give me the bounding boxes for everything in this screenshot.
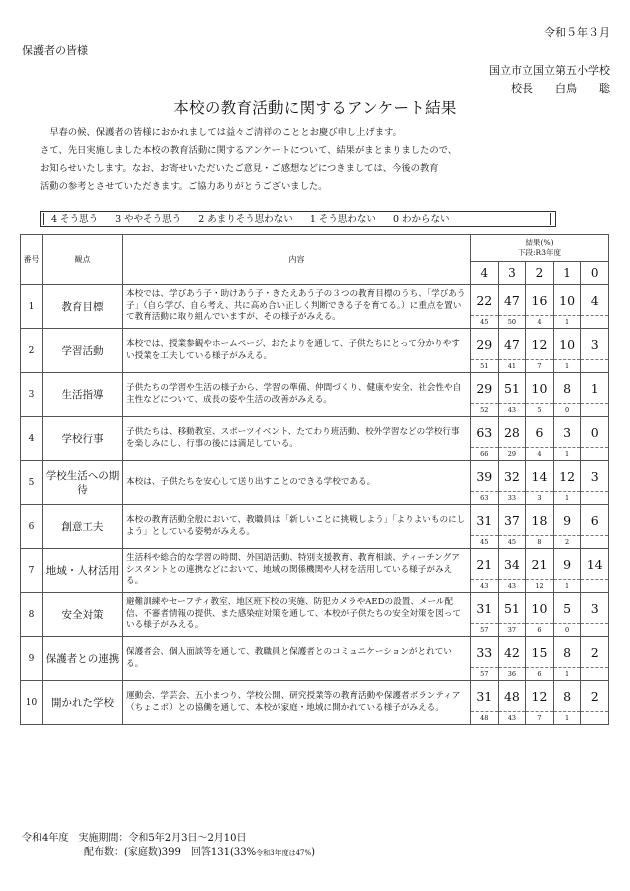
previous-percent: 45 bbox=[471, 536, 499, 549]
current-percent: 15 bbox=[526, 637, 554, 668]
current-percent: 22 bbox=[471, 285, 499, 316]
current-percent: 1 bbox=[581, 373, 609, 404]
current-percent: 31 bbox=[471, 681, 499, 712]
previous-percent: 36 bbox=[498, 668, 526, 681]
current-percent: 3 bbox=[581, 461, 609, 492]
header-content: 内容 bbox=[123, 235, 471, 285]
table-row bbox=[21, 593, 609, 624]
current-percent: 10 bbox=[526, 373, 554, 404]
row-content: 子供たちの学習や生活の様子から、学習の準備、仲間づくり、健康や安全、社会性や自主性などについて、成長の姿や生活の改善がみえる。 bbox=[123, 373, 471, 417]
previous-percent: 43 bbox=[498, 580, 526, 593]
current-percent: 12 bbox=[526, 329, 554, 360]
legend-item: 3 ややそう思う bbox=[115, 214, 182, 225]
current-percent: 10 bbox=[526, 593, 554, 624]
legend-item: 1 そう思わない bbox=[309, 214, 376, 225]
current-percent: 9 bbox=[553, 549, 581, 580]
row-viewpoint: 創意工夫 bbox=[43, 505, 123, 549]
current-percent: 16 bbox=[526, 285, 554, 316]
row-content: 避難訓練やセーフティ教室、地区班下校の実施、防犯カメラやAEDの設置、メール配信、不審者情報の提供、また感染症対策を通して、本校が子供たちの安全対策を図っている様子がみえる。 bbox=[123, 593, 471, 637]
previous-percent bbox=[581, 316, 609, 329]
survey-period: 令和4年度 実施期間：令和5年2月3日～2月10日 bbox=[22, 833, 247, 844]
previous-percent bbox=[581, 404, 609, 417]
previous-percent: 57 bbox=[471, 624, 499, 637]
previous-percent: 43 bbox=[498, 712, 526, 725]
current-percent: 32 bbox=[498, 461, 526, 492]
row-number: 6 bbox=[21, 505, 43, 549]
previous-percent: 1 bbox=[553, 316, 581, 329]
row-content: 生活科や総合的な学習の時間、外国語活動、特別支援教育、教育相談、ティーチングアシスタントとの連携などにおいて、地域の関係機関や人材を活用している様子がみえる。 bbox=[123, 549, 471, 593]
survey-rows bbox=[21, 285, 609, 725]
header-viewpoint: 観点 bbox=[43, 235, 123, 285]
current-percent: 10 bbox=[553, 285, 581, 316]
previous-percent: 45 bbox=[498, 536, 526, 549]
row-number: 1 bbox=[21, 285, 43, 329]
intro-line: 活動の参考とさせていただきます。ご協力ありがとうございました。 bbox=[40, 181, 328, 192]
current-percent: 51 bbox=[498, 593, 526, 624]
previous-percent: 8 bbox=[526, 536, 554, 549]
row-number: 9 bbox=[21, 637, 43, 681]
intro-line: お知らせいたします。なお、お寄せいただいたご意見・ご感想などにつきましては、今後の教育 bbox=[40, 163, 439, 174]
current-percent: 18 bbox=[526, 505, 554, 536]
previous-year-rate: 令和3年度は47% bbox=[256, 849, 312, 857]
current-percent: 37 bbox=[498, 505, 526, 536]
previous-percent bbox=[581, 492, 609, 505]
current-percent: 3 bbox=[581, 593, 609, 624]
grade-4-header: 4 bbox=[471, 262, 499, 285]
previous-percent bbox=[581, 580, 609, 593]
previous-percent bbox=[581, 536, 609, 549]
grade-1-header: 1 bbox=[553, 262, 581, 285]
previous-percent: 1 bbox=[553, 360, 581, 373]
previous-percent: 57 bbox=[471, 668, 499, 681]
row-viewpoint: 地域・人材活用 bbox=[43, 549, 123, 593]
table-row bbox=[21, 417, 609, 448]
current-percent: 21 bbox=[471, 549, 499, 580]
row-content: 本校は、子供たちを安心して送り出すことのできる学校である。 bbox=[123, 461, 471, 505]
header-number: 番号 bbox=[21, 235, 43, 285]
grade-2-header: 2 bbox=[526, 262, 554, 285]
current-percent: 6 bbox=[581, 505, 609, 536]
previous-percent: 4 bbox=[526, 316, 554, 329]
table-row bbox=[21, 681, 609, 712]
legend-item: 4 そう思う bbox=[51, 214, 99, 225]
previous-percent: 7 bbox=[526, 712, 554, 725]
row-number: 10 bbox=[21, 681, 43, 725]
previous-percent: 1 bbox=[553, 580, 581, 593]
row-viewpoint: 生活指導 bbox=[43, 373, 123, 417]
previous-percent: 1 bbox=[553, 712, 581, 725]
previous-percent: 4 bbox=[526, 448, 554, 461]
row-viewpoint: 学習活動 bbox=[43, 329, 123, 373]
previous-percent: 51 bbox=[471, 360, 499, 373]
principal-name: 校長 白鳥 聡 bbox=[511, 82, 610, 95]
row-number: 8 bbox=[21, 593, 43, 637]
previous-percent: 0 bbox=[553, 404, 581, 417]
current-percent: 63 bbox=[471, 417, 499, 448]
table-row bbox=[21, 505, 609, 536]
row-viewpoint: 学校行事 bbox=[43, 417, 123, 461]
previous-percent: 2 bbox=[553, 536, 581, 549]
previous-percent: 1 bbox=[553, 492, 581, 505]
current-percent: 8 bbox=[553, 681, 581, 712]
current-percent: 2 bbox=[581, 637, 609, 668]
previous-percent: 43 bbox=[471, 580, 499, 593]
previous-percent: 3 bbox=[526, 492, 554, 505]
previous-percent: 43 bbox=[498, 404, 526, 417]
previous-percent: 48 bbox=[471, 712, 499, 725]
previous-percent: 6 bbox=[526, 668, 554, 681]
current-percent: 39 bbox=[471, 461, 499, 492]
row-content: 本校の教育活動全般において、教職員は「新しいことに挑戦しよう」「よりよいものにしよう」としている姿勢がみえる。 bbox=[123, 505, 471, 549]
current-percent: 6 bbox=[526, 417, 554, 448]
current-percent: 47 bbox=[498, 329, 526, 360]
survey-footer bbox=[22, 832, 315, 860]
row-content: 保護者会、個人面談等を通して、教職員と保護者とのコミュニケーションがとれている。 bbox=[123, 637, 471, 681]
previous-percent: 7 bbox=[526, 360, 554, 373]
distribution-count: 配布数：(家庭数)399 回答131(33% bbox=[84, 847, 257, 858]
legend-item: 2 あまりそう思わない bbox=[198, 214, 293, 225]
table-row bbox=[21, 373, 609, 404]
current-percent: 12 bbox=[526, 681, 554, 712]
grade-3-header: 3 bbox=[498, 262, 526, 285]
table-row bbox=[21, 549, 609, 580]
previous-percent bbox=[581, 712, 609, 725]
row-viewpoint: 学校生活への期待 bbox=[43, 461, 123, 505]
previous-percent: 41 bbox=[498, 360, 526, 373]
current-percent: 28 bbox=[498, 417, 526, 448]
document-date: 令和５年３月 bbox=[544, 26, 610, 39]
current-percent: 14 bbox=[581, 549, 609, 580]
current-percent: 4 bbox=[581, 285, 609, 316]
grade-0-header: 0 bbox=[581, 262, 609, 285]
current-percent: 3 bbox=[581, 329, 609, 360]
previous-percent: 37 bbox=[498, 624, 526, 637]
current-percent: 14 bbox=[526, 461, 554, 492]
previous-percent: 52 bbox=[471, 404, 499, 417]
current-percent: 21 bbox=[526, 549, 554, 580]
previous-percent bbox=[581, 668, 609, 681]
distribution-info bbox=[22, 846, 315, 860]
current-percent: 31 bbox=[471, 593, 499, 624]
current-percent: 8 bbox=[553, 637, 581, 668]
previous-percent: 6 bbox=[526, 624, 554, 637]
current-percent: 31 bbox=[471, 505, 499, 536]
current-percent: 5 bbox=[553, 593, 581, 624]
current-percent: 47 bbox=[498, 285, 526, 316]
row-content: 本校では、授業参観やホームページ、おたよりを通して、子供たちにとって分かりやすい授業を工夫している様子がみえる。 bbox=[123, 329, 471, 373]
row-number: 2 bbox=[21, 329, 43, 373]
current-percent: 51 bbox=[498, 373, 526, 404]
intro-line: 早春の候、保護者の皆様におかれましては益々ご清祥のこととお慶び申し上げます。 bbox=[40, 127, 402, 138]
current-percent: 9 bbox=[553, 505, 581, 536]
table-row bbox=[21, 637, 609, 668]
previous-percent: 66 bbox=[471, 448, 499, 461]
row-number: 3 bbox=[21, 373, 43, 417]
results-title: 結果(%) bbox=[525, 238, 554, 247]
row-viewpoint: 安全対策 bbox=[43, 593, 123, 637]
document-title: 本校の教育活動に関するアンケート結果 bbox=[173, 99, 457, 117]
current-percent: 2 bbox=[581, 681, 609, 712]
survey-results-table bbox=[20, 234, 609, 725]
current-percent: 29 bbox=[471, 373, 499, 404]
previous-percent: 45 bbox=[471, 316, 499, 329]
previous-percent: 33 bbox=[498, 492, 526, 505]
previous-percent bbox=[581, 624, 609, 637]
row-viewpoint: 保護者との連携 bbox=[43, 637, 123, 681]
previous-percent: 1 bbox=[553, 668, 581, 681]
header-results bbox=[471, 235, 609, 262]
current-percent: 0 bbox=[581, 417, 609, 448]
previous-percent: 29 bbox=[498, 448, 526, 461]
row-content: 本校では、学びあう子・助けあう子・きたえあう子の３つの教育目標のうち、「学びあう子」（自ら学び、自ら考え、共に高め合い正しく判断できる子を育てる。）に重点を置いて教育活動に取り組んでいますが、その様子がみえる。 bbox=[123, 285, 471, 329]
row-number: 4 bbox=[21, 417, 43, 461]
row-viewpoint: 開かれた学校 bbox=[43, 681, 123, 725]
row-content: 運動会、学芸会、五小まつり、学校公開、研究授業等の教育活動や保護者ボランティア（ちょこボ）との協働を通して、本校が家庭・地域に開かれている様子がみえる。 bbox=[123, 681, 471, 725]
current-percent: 8 bbox=[553, 373, 581, 404]
table-row bbox=[21, 461, 609, 492]
row-viewpoint: 教育目標 bbox=[43, 285, 123, 329]
previous-percent: 12 bbox=[526, 580, 554, 593]
row-number: 7 bbox=[21, 549, 43, 593]
previous-percent: 50 bbox=[498, 316, 526, 329]
previous-percent: 1 bbox=[553, 448, 581, 461]
row-content: 子供たちは、移動教室、スポーツイベント、たてわり班活動、校外学習などの学校行事を楽しみにし、行事の後には満足している。 bbox=[123, 417, 471, 461]
intro-line: さて、先日実施しました本校の教育活動に関するアンケートについて、結果がまとまりましたので、 bbox=[40, 145, 458, 156]
current-percent: 42 bbox=[498, 637, 526, 668]
current-percent: 29 bbox=[471, 329, 499, 360]
recipient: 保護者の皆様 bbox=[22, 44, 88, 57]
current-percent: 48 bbox=[498, 681, 526, 712]
current-percent: 12 bbox=[553, 461, 581, 492]
current-percent: 33 bbox=[471, 637, 499, 668]
row-number: 5 bbox=[21, 461, 43, 505]
previous-percent bbox=[581, 360, 609, 373]
previous-percent: 5 bbox=[526, 404, 554, 417]
distribution-close: ) bbox=[311, 847, 316, 858]
current-percent: 3 bbox=[553, 417, 581, 448]
table-row bbox=[21, 285, 609, 316]
previous-percent: 0 bbox=[553, 624, 581, 637]
current-percent: 34 bbox=[498, 549, 526, 580]
current-percent: 10 bbox=[553, 329, 581, 360]
table-row bbox=[21, 329, 609, 360]
intro-paragraph bbox=[40, 124, 600, 196]
school-name: 国立市立国立第五小学校 bbox=[489, 64, 610, 77]
previous-percent bbox=[581, 448, 609, 461]
legend-item: 0 わからない bbox=[392, 214, 450, 225]
rating-legend bbox=[40, 211, 556, 227]
previous-percent: 63 bbox=[471, 492, 499, 505]
results-subtitle: 下段:R3年度 bbox=[518, 248, 561, 257]
